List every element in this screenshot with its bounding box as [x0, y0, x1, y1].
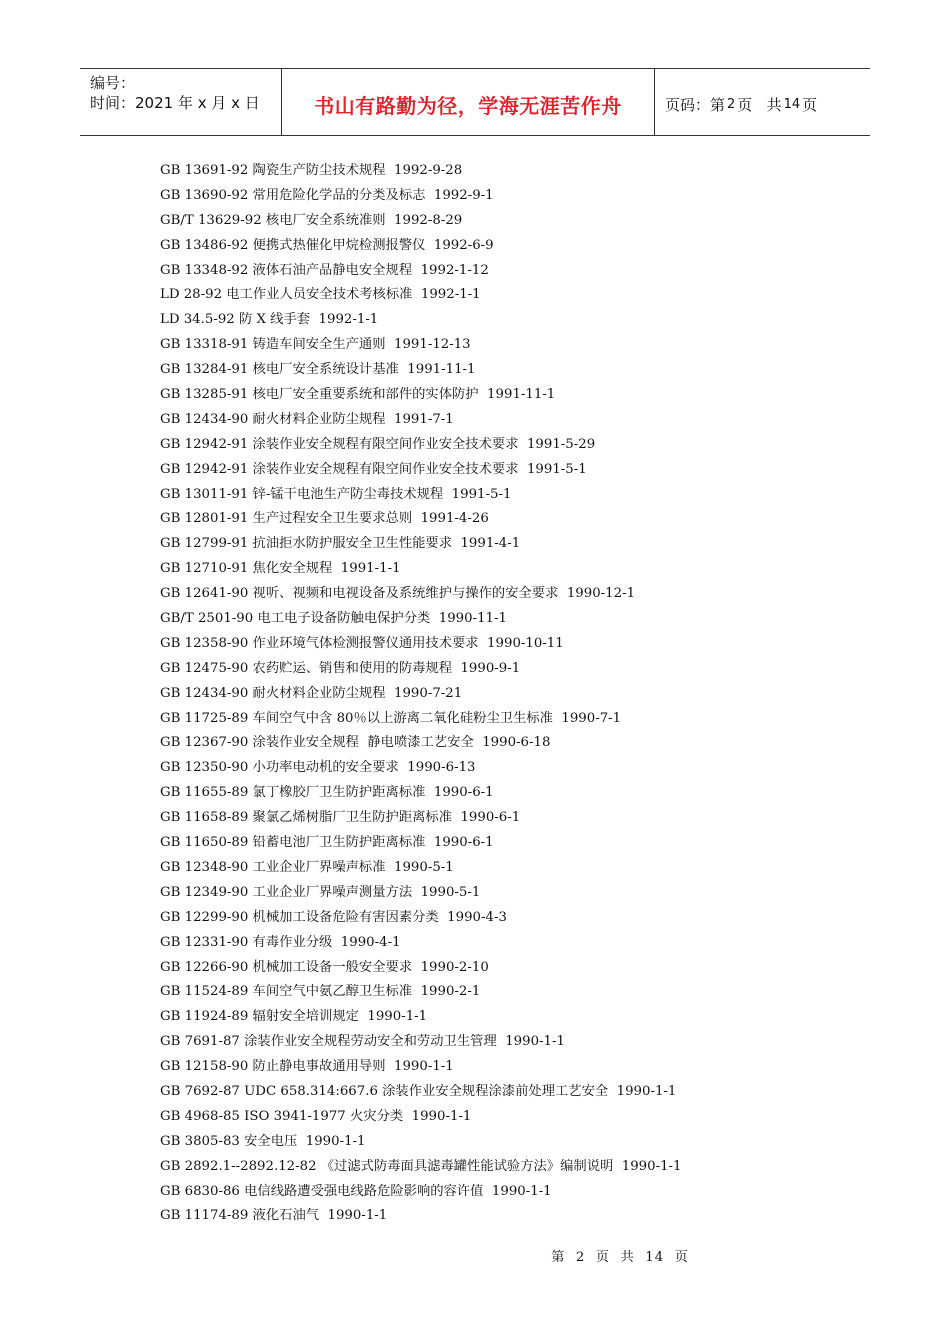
standard-item: GB 12367-90 涂装作业安全规程 静电喷漆工艺安全 1990-6-18	[160, 735, 551, 751]
standard-item: GB 12942-91 涂装作业安全规程有限空间作业安全技术要求 1991-5-29	[160, 436, 596, 452]
standard-item: GB 11650-89 铅蓄电池厂卫生防护距离标准 1990-6-1	[160, 835, 494, 851]
header-page-indicator	[655, 69, 870, 135]
header-meta	[80, 69, 282, 135]
standard-item: GB 12799-91 抗油拒水防护服安全卫生性能要求 1991-4-1	[160, 536, 521, 552]
standard-item: GB 13691-92 陶瓷生产防尘技术规程 1992-9-28	[160, 163, 463, 178]
standard-item: GB 11924-89 辐射安全培训规定 1990-1-1	[160, 1009, 428, 1025]
standard-item: GB 12475-90 农药贮运、销售和使用的防毒规程 1990-9-1	[160, 660, 521, 676]
standard-item: GB 12801-91 生产过程安全卫生要求总则 1991-4-26	[160, 511, 489, 527]
standard-item: GB 13690-92 常用危险化学品的分类及标志 1992-9-1	[160, 187, 494, 203]
standard-item: GB 12331-90 有毒作业分级 1990-4-1	[160, 934, 401, 950]
time-label: 时间：2021 年 x 月 x 日	[90, 94, 260, 112]
standard-item: GB 12434-90 耐火材料企业防尘规程 1991-7-1	[160, 411, 454, 427]
standard-item: GB 13285-91 核电厂安全重要系统和部件的实体防护 1991-11-1	[160, 387, 556, 403]
standard-item: GB 11524-89 车间空气中氨乙醇卫生标准 1990-2-1	[160, 984, 481, 1000]
standard-item: GB/T 13629-92 核电厂安全系统准则 1992-8-29	[160, 212, 463, 228]
standard-item: GB 13318-91 铸造车间安全生产通则 1991-12-13	[160, 337, 471, 353]
standard-item: GB 12266-90 机械加工设备一般安全要求 1990-2-10	[160, 959, 489, 975]
page-prefix: 页码：第	[665, 95, 726, 114]
standard-item: GB 12641-90 视听、视频和电视设备及系统维护与操作的安全要求 1990-12-1	[160, 586, 636, 602]
standard-item: GB 7692-87 UDC 658.314:667.6 涂装作业安全规程涂漆前处理工艺安全 1990-1-1	[160, 1083, 677, 1099]
standard-item: GB 13011-91 锌-锰干电池生产防尘毒技术规程 1991-5-1	[160, 486, 512, 502]
page-footer: 第 2 页 共 14 页	[551, 1250, 689, 1265]
standard-item: GB 11655-89 氯丁橡胶厂卫生防护距离标准 1990-6-1	[160, 785, 494, 801]
standard-item: GB 11725-89 车间空气中含 80％以上游离二氧化硅粉尘卫生标准 1990-7-1	[160, 710, 622, 726]
standard-item: GB 11174-89 液化石油气 1990-1-1	[160, 1208, 388, 1224]
standard-item: GB 3805-83 安全电压 1990-1-1	[160, 1133, 366, 1149]
standard-item: GB 2892.1--2892.12-82 《过滤式防毒面具滤毒罐性能试验方法》编制说明 1990-1-1	[160, 1158, 682, 1174]
standard-item: LD 34.5-92 防 X 线手套 1992-1-1	[160, 312, 379, 328]
standard-item: GB 4968-85 ISO 3941-1977 火灾分类 1990-1-1	[160, 1108, 472, 1124]
standard-item: GB 12348-90 工业企业厂界噪声标准 1990-5-1	[160, 859, 454, 875]
header-motto: 书山有路勤为径，学海无涯苦作舟	[282, 69, 655, 135]
page-header	[80, 68, 870, 136]
standard-item: GB 12350-90 小功率电动机的安全要求 1990-6-13	[160, 760, 476, 776]
standard-item: GB 12710-91 焦化安全规程 1991-1-1	[160, 561, 401, 577]
page-total: 14	[783, 96, 801, 112]
standards-list	[160, 159, 682, 1229]
page-mid: 页 共	[737, 95, 782, 114]
standard-item: LD 28-92 电工作业人员安全技术考核标准 1992-1-1	[160, 287, 481, 303]
standard-item: GB 12299-90 机械加工设备危险有害因素分类 1990-4-3	[160, 909, 507, 925]
standard-item: GB 7691-87 涂装作业安全规程劳动安全和劳动卫生管理 1990-1-1	[160, 1034, 565, 1050]
number-label: 编号：	[90, 74, 136, 92]
standard-item: GB 12349-90 工业企业厂界噪声测量方法 1990-5-1	[160, 884, 481, 900]
standard-item: GB 11658-89 聚氯乙烯树脂厂卫生防护距离标准 1990-6-1	[160, 810, 521, 826]
standard-item: GB 12434-90 耐火材料企业防尘规程 1990-7-21	[160, 685, 463, 701]
page-suffix: 页	[802, 95, 818, 114]
standard-item: GB 13486-92 便携式热催化甲烷检测报警仪 1992-6-9	[160, 237, 494, 253]
page-current: 2	[727, 96, 736, 112]
standard-item: GB/T 2501-90 电工电子设备防触电保护分类 1990-11-1	[160, 611, 507, 627]
standard-item: GB 6830-86 电信线路遭受强电线路危险影响的容许值 1990-1-1	[160, 1183, 552, 1199]
standard-item: GB 13348-92 液体石油产品静电安全规程 1992-1-12	[160, 262, 489, 278]
standard-item: GB 12358-90 作业环境气体检测报警仪通用技术要求 1990-10-11	[160, 635, 564, 651]
standard-item: GB 12942-91 涂装作业安全规程有限空间作业安全技术要求 1991-5-1	[160, 461, 587, 477]
standard-item: GB 13284-91 核电厂安全系统设计基准 1991-11-1	[160, 362, 476, 378]
standard-item: GB 12158-90 防止静电事故通用导则 1990-1-1	[160, 1059, 454, 1075]
